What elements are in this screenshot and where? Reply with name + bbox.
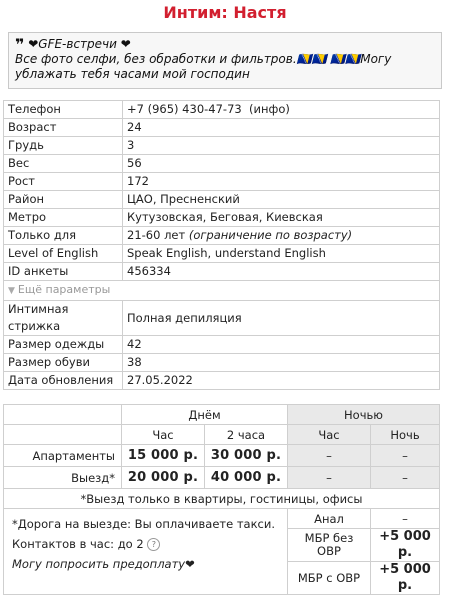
param-value: Полная депиляция	[123, 301, 440, 336]
extra-label: Анал	[288, 509, 371, 529]
price-day-hour: 20 000 р.	[122, 467, 205, 489]
param-row-height	[4, 173, 440, 191]
price-notes	[4, 509, 288, 595]
price-header-row	[4, 405, 440, 425]
param-value: Кутузовская, Беговая, Киевская	[123, 209, 440, 227]
param-row-updated	[4, 372, 440, 390]
param-label: Возраст	[4, 119, 123, 137]
extra-value: +5 000 р.	[371, 562, 440, 595]
param-label: Рост	[4, 173, 123, 191]
phone-number[interactable]: +7 (965) 430-47-73	[127, 102, 242, 116]
price-row-apartments	[4, 445, 440, 467]
price-night-hour: –	[288, 467, 371, 489]
param-value: 38	[123, 354, 440, 372]
outcall-note-row	[4, 489, 440, 509]
param-value: 42	[123, 336, 440, 354]
param-label: Вес	[4, 155, 123, 173]
param-label: Дата обновления	[4, 372, 123, 390]
contacts-note	[12, 534, 284, 554]
triangle-down-icon: ▼	[8, 286, 15, 296]
param-row-only-for	[4, 227, 440, 245]
night-night-header: Ночь	[371, 425, 440, 445]
param-value: ЦАО, Пресненский	[123, 191, 440, 209]
param-label: Грудь	[4, 137, 123, 155]
price-corner	[4, 405, 122, 425]
age-restriction-note: (ограничение по возрасту)	[188, 228, 353, 242]
param-value: 3	[123, 137, 440, 155]
quote-icon: ❞	[15, 35, 25, 54]
param-row-age	[4, 119, 440, 137]
param-value: 24	[123, 119, 440, 137]
extras-row-1	[4, 509, 440, 529]
param-row-breast	[4, 137, 440, 155]
param-label: Level of English	[4, 245, 123, 263]
param-value: 172	[123, 173, 440, 191]
param-row-weight	[4, 155, 440, 173]
param-value	[123, 227, 440, 245]
price-day-two-hours: 40 000 р.	[205, 467, 288, 489]
param-value: Speak English, understand English	[123, 245, 440, 263]
price-corner	[4, 425, 122, 445]
page-title: Интим: Настя	[163, 3, 287, 22]
param-label: Интимная стрижка	[4, 301, 123, 336]
param-label: Телефон	[4, 101, 123, 119]
param-value: 27.05.2022	[123, 372, 440, 390]
extra-value: +5 000 р.	[371, 529, 440, 562]
param-value: 56	[123, 155, 440, 173]
param-label: Размер обуви	[4, 354, 123, 372]
description-heading: ❤GFE-встречи ❤	[28, 37, 131, 51]
param-value	[123, 101, 440, 119]
phone-info-link[interactable]: (инфо)	[249, 102, 290, 116]
extra-label: МБР с ОВР	[288, 562, 371, 595]
param-row-shoes	[4, 354, 440, 372]
param-label: Район	[4, 191, 123, 209]
param-label: Размер одежды	[4, 336, 123, 354]
profile-params-table	[3, 100, 440, 390]
day-hour-header: Час	[122, 425, 205, 445]
day-header: Днём	[122, 405, 288, 425]
param-row-id	[4, 263, 440, 281]
prepay-note: Могу попросить предоплату❤	[12, 557, 195, 571]
profile-description	[8, 32, 442, 89]
extra-value: –	[371, 509, 440, 529]
outcall-note: *Выезд только в квартиры, гостиницы, офисы	[4, 489, 440, 509]
contacts-text: Контактов в час: до 2	[12, 537, 144, 551]
price-row-outcall	[4, 467, 440, 489]
night-header: Ночью	[288, 405, 440, 425]
description-text: Все фото селфи, без обработки и фильтров.🇧🇦🇧🇦 🇧🇦🇧🇦Могу ублажать тебя часами мой господин	[15, 52, 392, 81]
price-night-night: –	[371, 467, 440, 489]
param-label: Только для	[4, 227, 123, 245]
price-subheader-row	[4, 425, 440, 445]
price-row-label: Апартаменты	[4, 445, 122, 467]
price-night-night: –	[371, 445, 440, 467]
param-label: Метро	[4, 209, 123, 227]
age-range: 21-60 лет	[127, 228, 186, 242]
more-params-label[interactable]: Ещё параметры	[17, 283, 111, 296]
param-row-phone	[4, 101, 440, 119]
day-two-hours-header: 2 часа	[205, 425, 288, 445]
price-day-hour: 15 000 р.	[122, 445, 205, 467]
price-table	[3, 404, 440, 595]
param-row-clothes	[4, 336, 440, 354]
param-row-metro	[4, 209, 440, 227]
road-note: *Дорога на выезде: Вы оплачиваете такси.	[12, 517, 275, 531]
param-label: ID анкеты	[4, 263, 123, 281]
param-row-trim	[4, 301, 440, 336]
question-icon[interactable]: ?	[147, 538, 160, 551]
extra-label: МБР без ОВР	[288, 529, 371, 562]
price-night-hour: –	[288, 445, 371, 467]
price-day-two-hours: 30 000 р.	[205, 445, 288, 467]
param-row-english	[4, 245, 440, 263]
night-hour-header: Час	[288, 425, 371, 445]
more-params-cell[interactable]	[4, 281, 440, 301]
param-value: 456334	[123, 263, 440, 281]
param-row-district	[4, 191, 440, 209]
more-params-toggle[interactable]	[4, 281, 440, 301]
price-row-label: Выезд*	[4, 467, 122, 489]
